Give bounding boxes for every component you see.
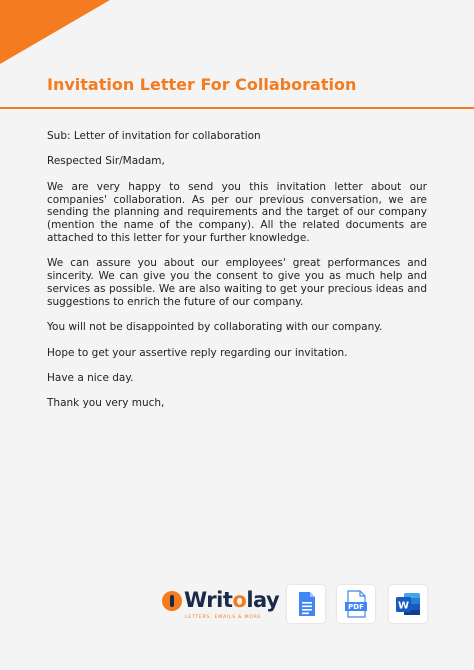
svg-text:W: W bbox=[397, 600, 410, 612]
corner-accent bbox=[0, 0, 110, 64]
google-docs-button[interactable] bbox=[287, 585, 325, 623]
word-icon bbox=[389, 585, 427, 623]
google-docs-icon bbox=[287, 585, 325, 623]
letter-closing: Have a nice day. bbox=[47, 371, 134, 384]
letter-signoff: Thank you very much, bbox=[47, 397, 165, 410]
word-button[interactable] bbox=[389, 585, 427, 623]
letter-body bbox=[47, 130, 427, 423]
letter-paragraph: Hope to get your assertive reply regarding our invitation. bbox=[47, 346, 348, 359]
writolay-logo[interactable] bbox=[162, 588, 280, 624]
logo-mark-icon bbox=[162, 591, 182, 611]
logo-tagline: LETTERS, EMAILS & MORE bbox=[185, 615, 262, 620]
letter-subject: Sub: Letter of invitation for collaboration bbox=[47, 130, 261, 142]
title-divider bbox=[0, 107, 474, 109]
pdf-button[interactable] bbox=[337, 585, 375, 623]
footer bbox=[0, 580, 474, 630]
logo-wordmark: Writolay bbox=[184, 588, 280, 612]
letter-paragraph: We can assure you about our employees' great performances and sincerity. We can give you the consent to give you as much help and services as possible. We are also waiting to get your precious ideas and suggestions to enrich the future of our company. bbox=[47, 257, 427, 308]
pdf-icon bbox=[337, 585, 375, 623]
letter-salutation: Respected Sir/Madam, bbox=[47, 155, 165, 168]
letter-paragraph: You will not be disappointed by collaborating with our company. bbox=[47, 321, 383, 334]
letter-paragraph: We are very happy to send you this invitation letter about our companies' collaboration. As per our previous conversation, we are sending the planning and requirements and the target of our company (mention the name of the company). All the related documents are attached to this letter for your further knowledge. bbox=[47, 180, 427, 244]
svg-text:PDF: PDF bbox=[348, 603, 364, 612]
page-title: Invitation Letter For Collaboration bbox=[47, 75, 357, 94]
